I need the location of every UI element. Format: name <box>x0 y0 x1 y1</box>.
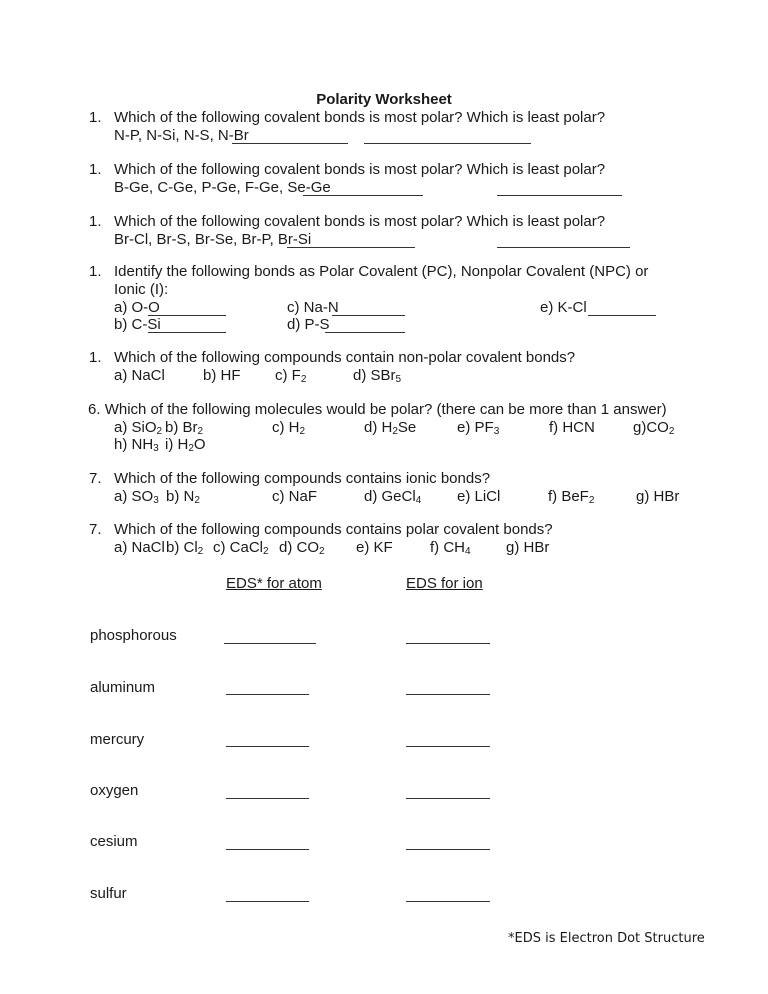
compound-option: d) SBr$_5$ <box>353 367 402 385</box>
compound-option: d) $CO_2$ <box>279 539 325 557</box>
compound-option: g) HBr <box>636 488 680 505</box>
question-number: 1. <box>89 213 102 230</box>
question-prompt: Which of the following compounds contains ionic bonds? <box>114 470 491 487</box>
question-options: B-Ge, C-Ge, P-Ge, F-Ge, Se-Ge <box>114 179 331 196</box>
question-prompt: Which of the following compounds contains polar covalent bonds? <box>114 521 553 538</box>
compound-option: c) CaCl$_2$ <box>213 539 269 557</box>
molecule-option: $g)CO_2$ <box>633 419 675 437</box>
question-prompt: Which of the following covalent bonds is most polar? Which is least polar? <box>114 109 606 126</box>
element-label: mercury <box>90 731 145 748</box>
question-number: 1. <box>89 109 102 126</box>
answer-blank[interactable] <box>148 332 226 333</box>
compound-option: c) NaF <box>272 488 317 505</box>
compound-option: c) $F_2$ <box>275 367 307 385</box>
answer-blank-ion[interactable] <box>406 901 490 902</box>
question-number: 7. <box>89 521 102 538</box>
bond-item: d) P-S <box>287 316 330 333</box>
compound-option: a) $SO_3$ <box>114 488 159 506</box>
molecule-option: b) $Br_2$ <box>165 419 204 437</box>
answer-blank-most-polar[interactable] <box>303 195 423 196</box>
page-title: Polarity Worksheet <box>316 91 452 108</box>
column-header-atom: EDS* for atom <box>226 575 322 592</box>
answer-blank-ion[interactable] <box>406 746 490 747</box>
answer-blank-atom[interactable] <box>226 798 309 799</box>
element-label: phosphorous <box>90 627 177 644</box>
compound-option: f) $CH_4$ <box>430 539 471 557</box>
question-prompt: Which of the following compounds contain non-polar covalent bonds? <box>114 349 576 366</box>
compound-option: b) HF <box>203 367 241 384</box>
answer-blank-atom[interactable] <box>224 643 316 644</box>
element-label: sulfur <box>90 885 127 902</box>
answer-blank[interactable] <box>588 315 656 316</box>
element-label: aluminum <box>90 679 156 696</box>
molecule-option: h) $NH_3$ <box>114 436 159 454</box>
footnote: *EDS is Electron Dot Structure <box>508 931 705 946</box>
bond-item: c) Na-N <box>287 299 339 316</box>
molecule-option: a) SiO$_2$ <box>114 419 163 437</box>
question-prompt: Identify the following bonds as Polar Covalent (PC), Nonpolar Covalent (NPC) or <box>114 263 649 280</box>
question-prompt: 6. Which of the following molecules would be polar? (there can be more than 1 answer) <box>88 401 667 418</box>
element-label: oxygen <box>90 782 139 799</box>
answer-blank-most-polar[interactable] <box>287 247 415 248</box>
answer-blank-ion[interactable] <box>406 849 490 850</box>
answer-blank-least-polar[interactable] <box>364 143 531 144</box>
molecule-option: e) $PF_3$ <box>457 419 500 437</box>
bond-item: a) O-O <box>114 299 160 316</box>
answer-blank-atom[interactable] <box>226 901 309 902</box>
answer-blank-most-polar[interactable] <box>232 143 348 144</box>
question-number: 7. <box>89 470 102 487</box>
question-number: 1. <box>89 161 102 178</box>
question-number: 1. <box>89 349 102 366</box>
molecule-option: i) $H_2O$ <box>165 436 206 454</box>
compound-option: g) HBr <box>506 539 550 556</box>
answer-blank-ion[interactable] <box>406 643 490 644</box>
answer-blank-ion[interactable] <box>406 694 490 695</box>
compound-option: b) $Cl_2$ <box>166 539 204 557</box>
question-number: 1. <box>89 263 102 280</box>
question-prompt: Which of the following covalent bonds is most polar? Which is least polar? <box>114 213 606 230</box>
answer-blank-atom[interactable] <box>226 694 309 695</box>
compound-option: e) KF <box>356 539 393 556</box>
compound-option: d) GeCl$_4$ <box>364 488 422 506</box>
question-prompt: Which of the following covalent bonds is most polar? Which is least polar? <box>114 161 606 178</box>
answer-blank-least-polar[interactable] <box>497 195 622 196</box>
answer-blank-ion[interactable] <box>406 798 490 799</box>
question-options: N-P, N-Si, N-S, N-Br <box>114 127 249 144</box>
bond-item: b) C-Si <box>114 316 161 333</box>
answer-blank[interactable] <box>325 332 405 333</box>
molecule-option: d) $H_2Se$ <box>364 419 417 437</box>
column-header-ion: EDS for ion <box>406 575 483 592</box>
compound-option: a) NaCl <box>114 367 165 384</box>
compound-option: b) $N_2$ <box>166 488 200 506</box>
compound-option: f) BeF$_2$ <box>548 488 595 506</box>
answer-blank[interactable] <box>332 315 405 316</box>
answer-blank-least-polar[interactable] <box>497 247 630 248</box>
molecule-option: f) HCN <box>549 419 595 436</box>
question-options: Br-Cl, Br-S, Br-Se, Br-P, Br-Si <box>114 231 312 248</box>
compound-option: e) LiCl <box>457 488 501 505</box>
bond-item: e) K-Cl <box>540 299 587 316</box>
question-prompt-continued: Ionic (I): <box>114 281 169 298</box>
answer-blank-atom[interactable] <box>226 849 309 850</box>
molecule-option: c) $H_2$ <box>272 419 306 437</box>
answer-blank-atom[interactable] <box>226 746 309 747</box>
compound-option: a) NaCl <box>114 539 165 556</box>
element-label: cesium <box>90 833 138 850</box>
